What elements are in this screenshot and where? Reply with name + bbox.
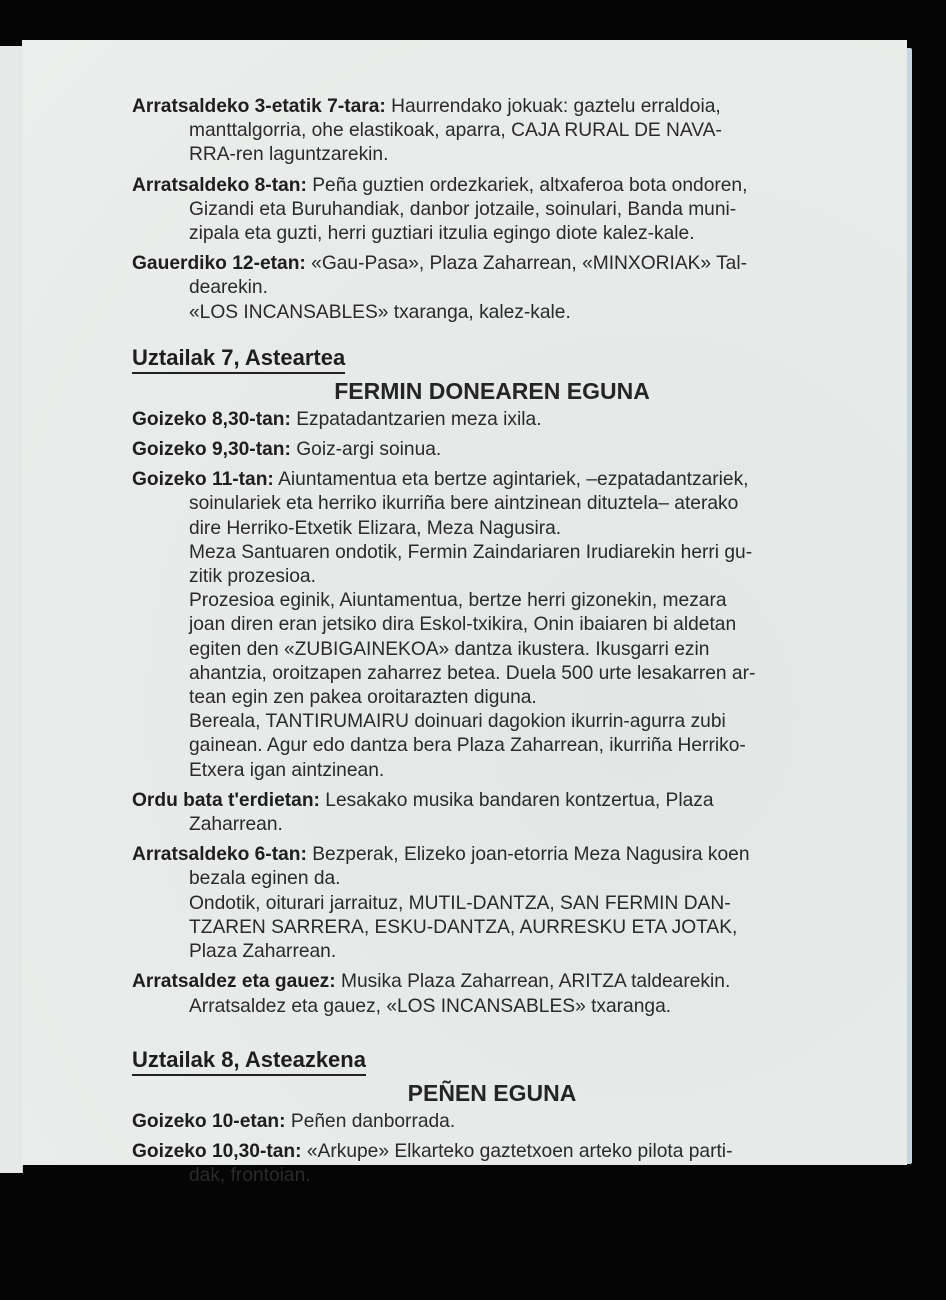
- schedule-entry: [132, 789, 792, 837]
- entry-continuation-line: Plaza Zaharrean.: [189, 941, 337, 963]
- entry-continuation-line: soinulariek eta herriko ikurriña bere aintzinean dituztela– aterako: [189, 493, 739, 515]
- entry-continuation-line: «LOS INCANSABLES» txaranga, kalez-kale.: [189, 301, 571, 323]
- entry-continuation-line: gainean. Agur edo dantza bera Plaza Zaharrean, ikurriña Herriko-: [189, 735, 746, 757]
- entry-time: Goizeko 10-etan:: [132, 1110, 286, 1132]
- entry-text: «Gau-Pasa», Plaza Zaharrean, «MINXORIAK» Tal-: [311, 253, 747, 275]
- evening-schedule: [132, 95, 792, 325]
- entry-time: Arratsaldeko 6-tan:: [132, 844, 307, 866]
- feast-title: FERMIN DONEAREN EGUNA: [334, 377, 650, 404]
- entry-time: Arratsaldeko 3-etatik 7-tara:: [132, 96, 386, 117]
- entry-time: Goizeko 9,30-tan:: [132, 439, 291, 461]
- entry-continuation-line: Bereala, TANTIRUMAIRU doinuari dagokion ikurrin-agurra zubi: [189, 711, 726, 733]
- entry-continuation-line: Arratsaldez eta gauez, «LOS INCANSABLES» txaranga.: [189, 995, 672, 1017]
- day-entries: [132, 1110, 792, 1189]
- schedule-entry: [132, 1140, 792, 1188]
- entry-first-line: [132, 252, 792, 276]
- entry-continuation-line: Gizandi eta Buruhandiak, danbor jotzaile, soinulari, Banda muni-: [189, 198, 737, 220]
- schedule-entry: [132, 408, 792, 432]
- feast-title: PEÑEN EGUNA: [407, 1079, 577, 1106]
- entry-time: Goizeko 11-tan:: [132, 469, 274, 491]
- entry-first-line: [132, 174, 792, 198]
- entry-text: Peñen danborrada.: [290, 1110, 456, 1132]
- schedule-entry: [132, 970, 792, 1018]
- entry-continuation-line: Etxera igan aintzinean.: [189, 759, 385, 781]
- entry-continuation-line: dak, frontoian.: [189, 1165, 311, 1187]
- entry-first-line: [132, 408, 792, 432]
- entry-continuation-line: dearekin.: [189, 277, 268, 299]
- schedule-entry: [132, 174, 792, 247]
- document-page: [22, 40, 907, 1187]
- entry-continuation-line: manttalgorria, ohe elastikoak, aparra, CAJA RURAL DE NAVA-: [189, 120, 722, 142]
- entry-continuation-line: ahantzia, oroitzapen zaharrez betea. Duela 500 urte lesakarren ar-: [189, 662, 756, 684]
- entry-continuation-line: dire Herriko-Etxetik Elizara, Meza Nagusira.: [189, 517, 562, 539]
- day-heading: Uztailak 7, Asteartea: [132, 345, 345, 374]
- entry-continuation-line: tean egin zen pakea oroitarazten diguna.: [189, 687, 537, 709]
- schedule-entry: [132, 95, 792, 168]
- schedule-entry: [132, 438, 792, 462]
- entry-text: «Arkupe» Elkarteko gaztetxoen arteko pilota parti-: [306, 1140, 733, 1162]
- entry-continuation-line: Meza Santuaren ondotik, Fermin Zaindariaren Irudiarekin herri gu-: [189, 541, 753, 563]
- entry-first-line: [132, 789, 792, 813]
- day-heading: Uztailak 8, Asteazkena: [132, 1047, 366, 1076]
- entry-text: Aiuntamentua eta bertze agintariek, –ezpatadantzariek,: [278, 469, 749, 491]
- entry-first-line: [132, 1140, 792, 1164]
- entry-first-line: [132, 468, 792, 492]
- facing-page-edge: [0, 46, 23, 1173]
- entry-time: Arratsaldez eta gauez:: [132, 971, 336, 993]
- entry-text: Ezpatadantzarien meza ixila.: [296, 408, 542, 430]
- entry-first-line: [132, 970, 792, 994]
- entry-continuation-line: zipala eta guzti, herri guztiari itzulia egingo diote kalez-kale.: [189, 223, 695, 245]
- schedule-entry: [132, 1110, 792, 1134]
- entry-continuation-line: TZAREN SARRERA, ESKU-DANTZA, AURRESKU ETA JOTAK,: [189, 916, 738, 938]
- day-section-8: [132, 1033, 792, 1189]
- entry-time: Goizeko 8,30-tan:: [132, 408, 291, 430]
- entry-text: Goiz-argi soinua.: [296, 439, 442, 461]
- program-content: [132, 95, 792, 1194]
- entry-text: Haurrendako jokuak: gaztelu erraldoia,: [391, 96, 721, 117]
- entry-continuation-line: zitik prozesioa.: [189, 566, 316, 588]
- entry-continuation-line: Zaharrean.: [189, 814, 283, 836]
- entry-continuation-line: egiten den «ZUBIGAINEKOA» dantza ikustera. Ikusgarri ezin: [189, 638, 710, 660]
- entry-time: Arratsaldeko 8-tan:: [132, 174, 307, 196]
- entry-first-line: [132, 438, 792, 462]
- entry-text: Musika Plaza Zaharrean, ARITZA taldearekin.: [341, 971, 731, 993]
- day-section-7: [132, 331, 792, 1019]
- entry-first-line: [132, 843, 792, 867]
- entry-time: Goizeko 10,30-tan:: [132, 1140, 302, 1162]
- entry-continuation-line: bezala eginen da.: [189, 868, 341, 890]
- entry-continuation-line: RRA-ren laguntzarekin.: [189, 144, 389, 166]
- entry-first-line: [132, 95, 792, 119]
- entry-continuation-line: joan diren eran jetsiko dira Eskol-txikira, Onin ibaiaren bi aldetan: [189, 614, 737, 636]
- entry-continuation-line: Prozesioa eginik, Aiuntamentua, bertze herri gizonekin, mezara: [189, 590, 727, 612]
- entry-first-line: [132, 1110, 792, 1134]
- schedule-entry: [132, 843, 792, 964]
- entry-time: Gauerdiko 12-etan:: [132, 253, 306, 275]
- entry-text: Lesakako musika bandaren kontzertua, Plaza: [325, 789, 714, 811]
- schedule-entry: [132, 468, 792, 783]
- schedule-entry: [132, 252, 792, 325]
- entry-text: Bezperak, Elizeko joan-etorria Meza Nagusira koen: [312, 844, 750, 866]
- day-entries: [132, 408, 792, 1019]
- entry-continuation-line: Ondotik, oiturari jarraituz, MUTIL-DANTZA, SAN FERMIN DAN-: [189, 892, 731, 914]
- entry-text: Peña guztien ordezkariek, altxaferoa bota ondoren,: [312, 174, 748, 196]
- entry-time: Ordu bata t'erdietan:: [132, 789, 320, 811]
